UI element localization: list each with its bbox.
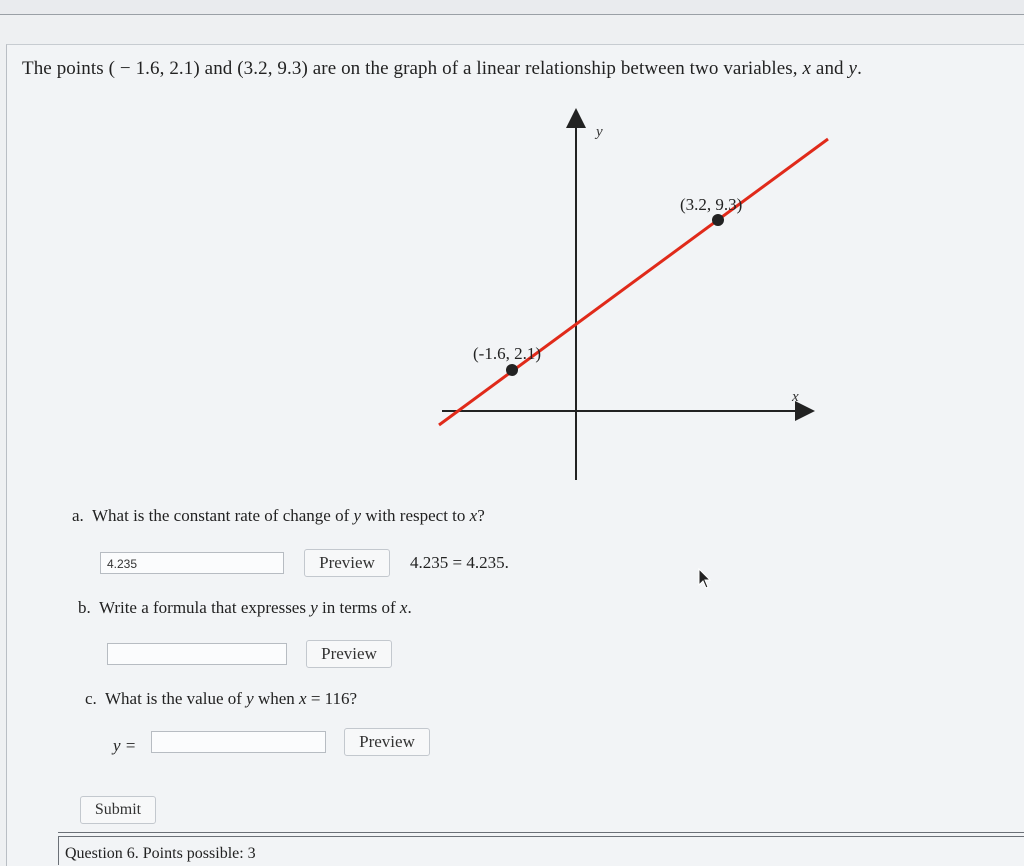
part-b-var-y: y [310, 598, 318, 617]
browser-top-strip [0, 0, 1024, 15]
footer-text: Question 6. Points possible: 3 [65, 845, 256, 862]
prompt-var-y: y [848, 58, 858, 79]
part-a-var-x: x [469, 506, 478, 525]
part-a-text-pre: What is the constant rate of change of [92, 506, 350, 525]
point-2-label: (3.2, 9.3) [680, 195, 743, 214]
part-c-question [85, 689, 357, 709]
part-c-text-end: = 116? [310, 689, 358, 708]
part-b-var-x: x [399, 598, 408, 617]
point-2 [712, 214, 724, 226]
prompt-var-x: x [802, 58, 812, 79]
question-footer [58, 836, 1024, 865]
part-c-answer-prefix: y = [113, 736, 137, 755]
part-b-text-mid: in terms of [322, 598, 396, 617]
mouse-cursor-icon [698, 568, 712, 590]
part-a-text-mid: with respect to [365, 506, 466, 525]
part-b-formula-input[interactable] [107, 643, 287, 665]
part-a-var-y: y [353, 506, 362, 525]
question-prompt [22, 58, 862, 80]
point-1-label: (-1.6, 2.1) [473, 344, 541, 363]
relationship-line [439, 139, 828, 425]
prompt-pre: The points ( [22, 58, 116, 79]
prompt-minus: − [119, 58, 131, 79]
part-a-letter: a. [72, 506, 84, 525]
footer-divider [58, 832, 1024, 833]
prompt-and: and [815, 58, 844, 79]
point-1 [506, 364, 518, 376]
part-c-var-x: x [299, 689, 307, 708]
part-b-question [78, 598, 412, 618]
linear-graph [430, 108, 850, 488]
part-b-text-end: . [407, 598, 412, 617]
prompt-body: 1.6, 2.1) and (3.2, 9.3) are on the graph of a linear relationship between two variables, [135, 58, 798, 79]
part-b-letter: b. [78, 598, 91, 617]
part-a-preview-result: 4.235 = 4.235. [410, 553, 509, 572]
part-c-letter: c. [85, 689, 97, 708]
part-c-answer-input[interactable] [151, 731, 326, 753]
part-c-text-pre: What is the value of [105, 689, 242, 708]
part-a-text-end: ? [477, 506, 485, 525]
part-a-question [72, 506, 485, 526]
part-b-text-pre: Write a formula that expresses [98, 598, 306, 617]
prompt-period: . [857, 58, 862, 79]
x-axis-label: x [792, 389, 799, 405]
part-c-text-mid: when [257, 689, 295, 708]
submit-button[interactable]: Submit [80, 796, 156, 824]
part-a-input-value: 4.235 [107, 557, 138, 571]
part-c-preview-button[interactable]: Preview [344, 728, 430, 756]
part-a-answer-input[interactable] [100, 552, 284, 574]
part-b-preview-button[interactable]: Preview [306, 640, 392, 668]
part-a-preview-button[interactable]: Preview [304, 549, 390, 577]
part-c-var-y: y [246, 689, 254, 708]
y-axis-label: y [596, 124, 603, 140]
